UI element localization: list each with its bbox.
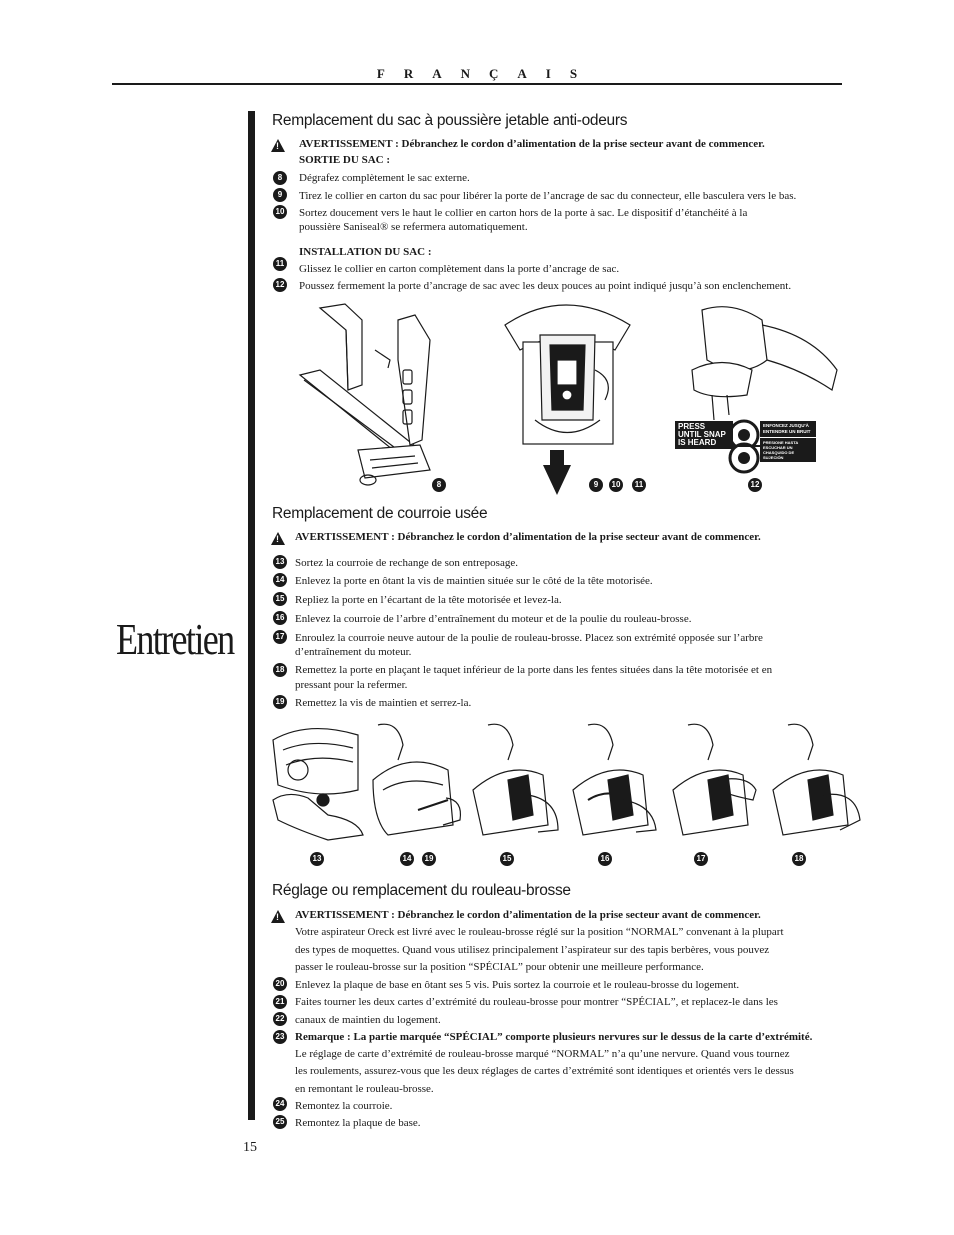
step-text-continued: pressant pour la refermer. — [295, 679, 408, 691]
page-number: 15 — [243, 1140, 257, 1155]
section3-note-line: Le réglage de carte d’extrémité de rouleau-brosse marqué “NORMAL” n’a qu’une nervure. Quand vous tournez — [295, 1048, 790, 1060]
step-number: 18 — [273, 663, 287, 677]
press-label-box — [675, 421, 733, 449]
header-language: FRANÇAIS — [376, 66, 597, 81]
door-replace-illustration — [768, 720, 864, 845]
step-number: 19 — [273, 695, 287, 709]
step-number: 9 — [273, 188, 287, 202]
step-text: Dégrafez complètement le sac externe. — [299, 172, 470, 184]
section1-title: Remplacement du sac à poussière jetable anti-odeurs — [272, 112, 628, 129]
figure-label: 18 — [792, 852, 806, 866]
step-text: Remarque : La partie marquée “SPÉCIAL” comporte plusieurs nervures sur le dessus de la carte d’extrémité. — [295, 1031, 813, 1043]
figure-label: 12 — [748, 478, 762, 492]
step-text: canaux de maintien du logement. — [295, 1014, 441, 1026]
warning-icon: ! — [271, 139, 285, 152]
step-number: 11 — [273, 257, 287, 271]
belt-storage-illustration — [268, 720, 364, 845]
section1-install-heading: INSTALLATION DU SAC : — [299, 246, 432, 258]
step-text: Enlevez la courroie de l’arbre d’entraînement du moteur et de la poulie du rouleau-brosse. — [295, 613, 692, 625]
section3-intro-line: Votre aspirateur Oreck est livré avec le rouleau-brosse réglé sur la position “NORMAL” convenant à la plupart — [295, 926, 784, 938]
side-bar — [248, 111, 255, 1120]
figure-label: 11 — [632, 478, 646, 492]
figure-label: 15 — [500, 852, 514, 866]
belt-removal-illustration — [568, 720, 664, 845]
section3-note-line: les roulements, assurez-vous que les deux réglages de cartes d’extrémité sont identiques et orientés vers le dessus — [295, 1065, 794, 1077]
step-number: 15 — [273, 592, 287, 606]
press-label-line: ESCUCHAR UN — [763, 445, 793, 450]
step-text: Sortez la courroie de rechange de son entreposage. — [295, 557, 518, 569]
section3-title: Réglage ou remplacement du rouleau-brosse — [272, 882, 571, 899]
figure-label: 16 — [598, 852, 612, 866]
step-text: Glissez le collier en carton complètement dans la porte d’ancrage de sac. — [299, 263, 620, 275]
step-text: Remettez la vis de maintien et serrez-la. — [295, 697, 472, 709]
step-number: 20 — [273, 977, 287, 991]
step-number: 24 — [273, 1097, 287, 1111]
step-text: Remontez la plaque de base. — [295, 1117, 421, 1129]
warning-icon: ! — [271, 910, 285, 923]
section3-warning: AVERTISSEMENT : Débranchez le cordon d’alimentation de la prise secteur avant de commencer. — [295, 909, 761, 921]
step-number: 21 — [273, 995, 287, 1009]
press-label-line: PRESIONE HASTA — [763, 440, 799, 445]
section3-intro-line: passer le rouleau-brosse sur la position “SPÉCIAL” pour obtenir une meilleure performance. — [295, 961, 704, 973]
press-label-line: IS HEARD — [678, 438, 717, 447]
step-number: 22 — [273, 1012, 287, 1026]
section2-title: Remplacement de courroie usée — [272, 505, 488, 522]
press-label-fr-box — [760, 421, 816, 437]
step-number: 12 — [273, 278, 287, 292]
step-text: Repliez la porte en l’écartant de la tête motorisée et levez-la. — [295, 594, 562, 606]
figure-label: 8 — [432, 478, 446, 492]
figure-label: 17 — [694, 852, 708, 866]
press-label-line: UNTIL SNAP — [678, 430, 726, 439]
press-label-line: PRESS — [678, 422, 706, 431]
door-fold-illustration — [468, 720, 564, 845]
press-label-line: ENFONCEZ JUSQU'À — [763, 423, 809, 428]
bag-door-illustration — [495, 300, 645, 495]
step-text: Enroulez la courroie neuve autour de la poulie de rouleau-brosse. Placez son extrémité opposée sur l’arbre — [295, 632, 763, 644]
step-text: Enlevez la plaque de base en ôtant ses 5 vis. Puis sortez la courroie et le rouleau-brosse du logement. — [295, 979, 740, 991]
figure-label: 19 — [422, 852, 436, 866]
side-title: Entretien — [116, 615, 234, 664]
step-number: 17 — [273, 630, 287, 644]
step-text: Sortez doucement vers le haut le collier en carton hors de la porte à sac. Le dispositif d’étanchéité à la — [299, 207, 748, 219]
press-label-line: ENTENDRE UN BRUIT — [763, 429, 811, 434]
step-number: 25 — [273, 1115, 287, 1129]
bag-removal-illustration — [290, 300, 470, 495]
step-text: Remontez la courroie. — [295, 1100, 393, 1112]
step-text: Faites tourner les deux cartes d’extrémité du rouleau-brosse pour montrer “SPÉCIAL”, et replacez-le dans les — [295, 996, 778, 1008]
belt-install-illustration — [668, 720, 764, 845]
step-text: Remettez la porte en plaçant le taquet inférieur de la porte dans les fentes situées dans la tête motorisée et en — [295, 664, 773, 676]
step-number: 10 — [273, 205, 287, 219]
figure-label: 9 — [589, 478, 603, 492]
step-number: 23 — [273, 1030, 287, 1044]
step-text-continued: poussière Saniseal® se refermera automatiquement. — [299, 221, 528, 233]
figure-label: 14 — [400, 852, 414, 866]
warning-icon: ! — [271, 532, 285, 545]
section3-intro-line: des types de moquettes. Quand vous utilisez principalement l’aspirateur sur des tapis berbères, vous pouvez — [295, 944, 770, 956]
bag-snap-illustration — [672, 300, 847, 495]
step-number: 14 — [273, 573, 287, 587]
step-number: 16 — [273, 611, 287, 625]
header-rule — [112, 83, 842, 85]
section3-note-line: en remontant le rouleau-brosse. — [295, 1083, 434, 1095]
figure-label: 13 — [310, 852, 324, 866]
step-text-continued: d’entraînement du moteur. — [295, 646, 412, 658]
step-number: 13 — [273, 555, 287, 569]
press-label-es-box — [760, 438, 816, 462]
section1-warning: AVERTISSEMENT : Débranchez le cordon d’alimentation de la prise secteur avant de commencer. — [299, 138, 765, 150]
step-text: Tirez le collier en carton du sac pour libérer la porte de l’ancrage de sac du connecteur, elle basculera vers le bas. — [299, 190, 797, 202]
step-text: Enlevez la porte en ôtant la vis de maintien située sur le côté de la tête motorisée. — [295, 575, 653, 587]
section2-warning: AVERTISSEMENT : Débranchez le cordon d’alimentation de la prise secteur avant de commencer. — [295, 531, 761, 543]
door-screw-illustration — [368, 720, 464, 845]
step-text: Poussez fermement la porte d’ancrage de sac avec les deux pouces au point indiqué jusqu’à son enclenchement. — [299, 280, 792, 292]
section1-removal-heading: SORTIE DU SAC : — [299, 154, 390, 166]
step-number: 8 — [273, 171, 287, 185]
press-label-line: CHASQUIDO DE SUJECIÓN — [763, 450, 795, 460]
figure-label: 10 — [609, 478, 623, 492]
